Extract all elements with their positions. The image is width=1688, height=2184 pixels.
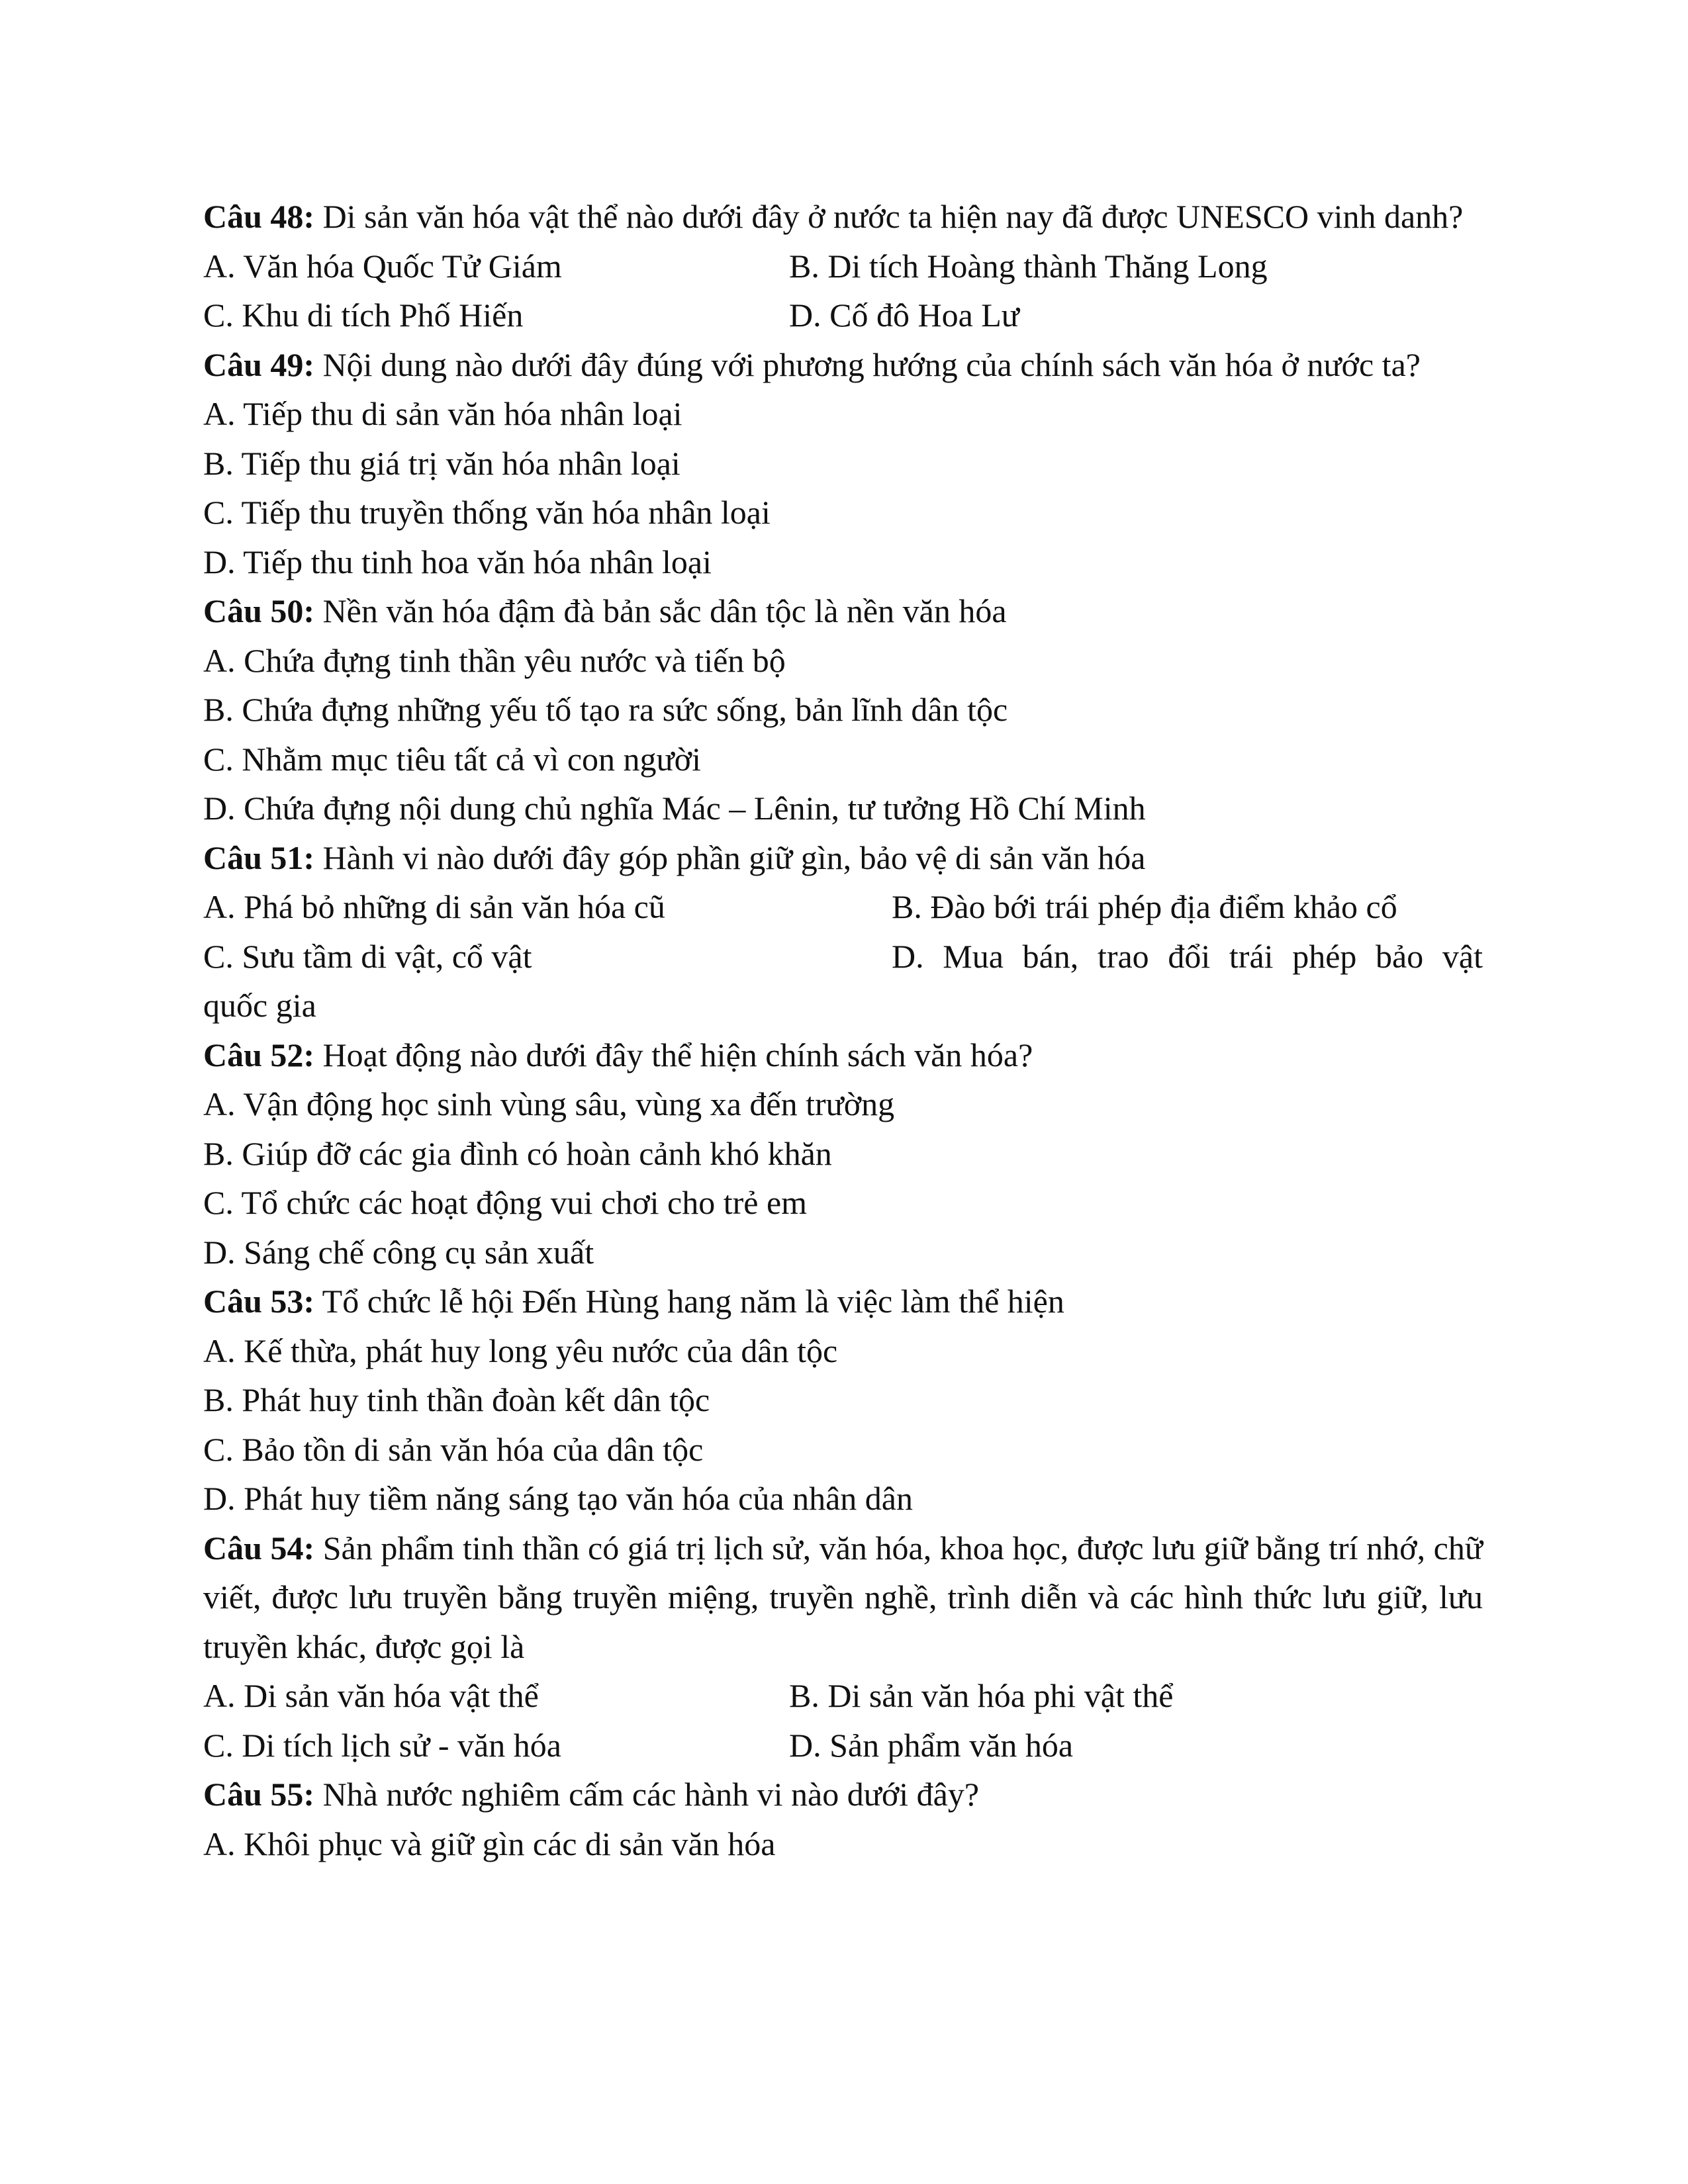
question-number: Câu 51: [203,839,315,876]
question-48 [203,192,1483,242]
option-a: A. Văn hóa Quốc Tử Giám [203,247,562,285]
option-a: A. Khôi phục và giữ gìn các di sản văn hóa [203,1825,776,1862]
question-text: Hành vi nào dưới đây góp phần giữ gìn, bảo vệ di sản văn hóa [314,839,1146,876]
option-b: B. Di tích Hoàng thành Thăng Long [789,247,1268,285]
options-row [203,1721,1483,1770]
option-c: C. Nhằm mục tiêu tất cả vì con người [203,740,701,778]
question-text: Di sản văn hóa vật thể nào dưới đây ở nước ta hiện nay đã được UNESCO vinh danh? [314,198,1464,235]
question-text: Nhà nước nghiêm cấm các hành vi nào dưới đây? [314,1776,980,1813]
option-d: D. Phát huy tiềm năng sáng tạo văn hóa của nhân dân [203,1480,913,1517]
option-a: A. Chứa đựng tinh thần yêu nước và tiến bộ [203,641,786,679]
option-d: D. Chứa đựng nội dung chủ nghĩa Mác – Lênin, tư tưởng Hồ Chí Minh [203,790,1146,827]
option-a: A. Tiếp thu di sản văn hóa nhân loại [203,395,682,432]
option-c: C. Di tích lịch sử - văn hóa [203,1726,561,1764]
question-number: Câu 55: [203,1776,315,1813]
option-d: D. Sáng chế công cụ sản xuất [203,1233,594,1271]
option-d: D. Sản phẩm văn hóa [789,1726,1074,1764]
question-text: Sản phẩm tinh thần có giá trị lịch sử, văn hóa, khoa học, được lưu giữ bằng trí nhớ, chữ viết, được lưu truyền bằng truyền miệng, truyền nghề, trình diễn và các hình thức lưu giữ, lưu truyền khác, được gọi là [203,1529,1483,1665]
question-55 [203,1770,1483,1819]
option-a: A. Kế thừa, phát huy long yêu nước của dân tộc [203,1332,838,1369]
question-number: Câu 49: [203,345,315,383]
question-54 [203,1524,1483,1672]
option-d: D. Cố đô Hoa Lư [789,296,1019,334]
options-row [203,882,1483,932]
question-text: Tổ chức lễ hội Đến Hùng hang năm là việc làm thể hiện [314,1283,1064,1320]
question-49 [203,340,1483,390]
question-text: Nội dung nào dưới đây đúng với phương hướng của chính sách văn hóa ở nước ta? [314,345,1421,383]
option-a: A. Di sản văn hóa vật thể [203,1677,539,1714]
question-number: Câu 54: [203,1529,315,1567]
question-text: Nền văn hóa đậm đà bản sắc dân tộc là nền văn hóa [314,592,1007,629]
options-row [203,932,1483,981]
option-c: C. Tổ chức các hoạt động vui chơi cho trẻ em [203,1184,808,1221]
question-number: Câu 52: [203,1036,315,1073]
option-a: A. Phá bỏ những di sản văn hóa cũ [203,888,665,925]
question-51 [203,833,1483,883]
option-c: C. Sưu tầm di vật, cổ vật [203,937,532,975]
option-c: C. Tiếp thu truyền thống văn hóa nhân loại [203,494,771,531]
option-b: B. Chứa đựng những yếu tố tạo ra sức sống, bản lĩnh dân tộc [203,691,1008,728]
option-b: B. Tiếp thu giá trị văn hóa nhân loại [203,444,680,482]
options-row [203,242,1483,291]
option-b: B. Phát huy tinh thần đoàn kết dân tộc [203,1381,710,1418]
option-b: B. Di sản văn hóa phi vật thể [789,1677,1174,1714]
option-b: B. Đào bới trái phép địa điểm khảo cổ [892,888,1397,925]
option-b: B. Giúp đỡ các gia đình có hoàn cảnh khó khăn [203,1134,832,1172]
question-number: Câu 53: [203,1283,315,1320]
option-d: D. Tiếp thu tinh hoa văn hóa nhân loại [203,543,712,580]
option-d-text: D. Mua bán, trao đổi trái phép bảo vật [892,937,1483,975]
question-number: Câu 50: [203,592,315,629]
options-row [203,291,1483,340]
question-53 [203,1277,1483,1326]
question-number: Câu 48: [203,198,315,235]
option-d [892,932,1483,981]
option-a: A. Vận động học sinh vùng sâu, vùng xa đến trường [203,1085,895,1122]
question-text: Hoạt động nào dưới đây thể hiện chính sách văn hóa? [314,1036,1033,1073]
document-page [203,192,1483,1868]
option-c: C. Khu di tích Phố Hiến [203,296,524,334]
question-52 [203,1030,1483,1080]
option-d-continued: quốc gia [203,987,316,1024]
options-row [203,1671,1483,1721]
question-50 [203,586,1483,636]
option-c: C. Bảo tồn di sản văn hóa của dân tộc [203,1430,704,1468]
